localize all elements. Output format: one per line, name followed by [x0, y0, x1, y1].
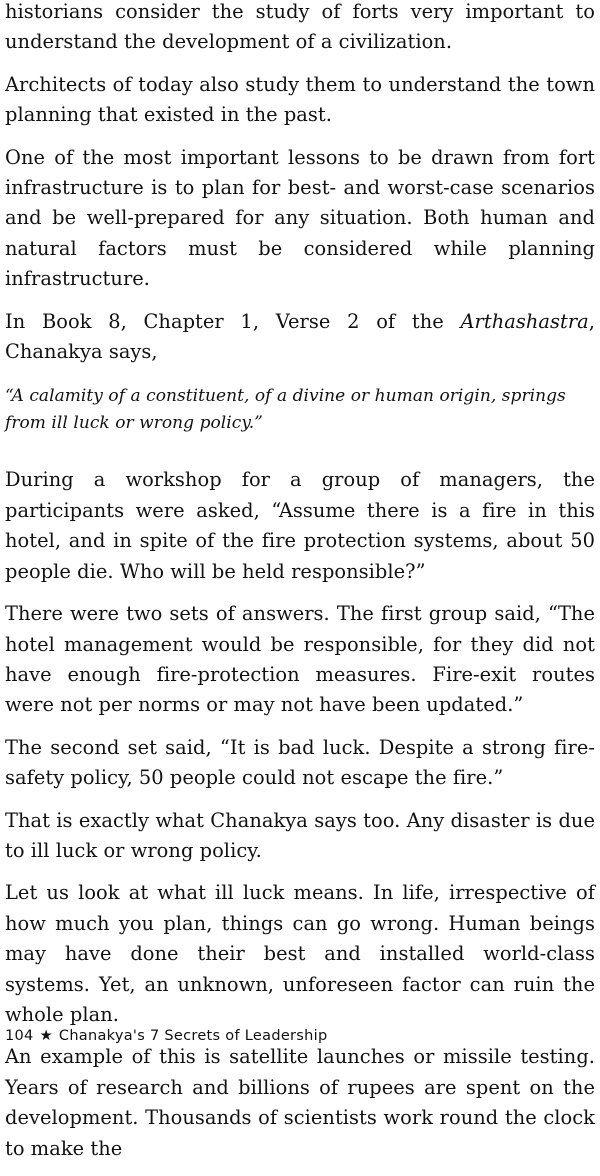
star-icon: ★	[39, 1028, 53, 1044]
paragraph-workshop: During a workshop for a group of managers, the participants were asked, “Assume there is a fire in this hotel, and in spite of the fire protection systems, about 50 people die. Who will be held responsible?”	[5, 468, 595, 583]
paragraph-fort-lessons: One of the most important lessons to be drawn from fort infrastructure is to plan for best- and worst-case scenarios and be well-prepared for any situation. Both human and natural factors must be considered while planning infrastructure.	[5, 145, 595, 291]
running-book-title: Chanakya's 7 Secrets of Leadership	[58, 1028, 328, 1044]
page-number: 104	[5, 1028, 34, 1044]
paragraph-second-group-answer: The second set said, “It is bad luck. Despite a strong fire-safety policy, 50 people could not escape the fire.”	[5, 735, 595, 790]
citation-text-after: , Chanakya says,	[5, 309, 595, 364]
citation-book-title: Arthashastra	[460, 309, 589, 333]
paragraph-first-group-answer: There were two sets of answers. The first group said, “The hotel management would be responsible, for they did not have enough fire-protection measures. Fire-exit routes were not per norms or may not have been updated.”	[5, 602, 595, 717]
paragraph-chanakya-says: That is exactly what Chanakya says too. Any disaster is due to ill luck or wrong policy.	[5, 808, 595, 862]
block-quote: “A calamity of a constituent, of a divine or human origin, springs from ill luck or wrong policy.”	[5, 386, 566, 434]
paragraph-satellite-example: An example of this is satellite launches or missile testing. Years of research and billions of rupees are spent on the development. Thousands of scientists work round the clock to make the	[5, 1045, 595, 1160]
paragraph-arthashastra-citation	[5, 307, 595, 368]
citation-text-before: In Book 8, Chapter 1, Verse 2 of the	[5, 309, 461, 333]
page-body	[5, 0, 595, 1176]
page-footer	[5, 1028, 328, 1044]
paragraph-forts-civilization: historians consider the study of forts very important to understand the development of a civilization.	[5, 0, 595, 54]
paragraph-architects: Architects of today also study them to understand the town planning that existed in the past.	[5, 72, 595, 127]
paragraph-ill-luck: Let us look at what ill luck means. In life, irrespective of how much you plan, things can go wrong. Human beings may have done their best and installed world-class systems. Yet, an unknown, unforeseen factor can ruin the whole plan.	[5, 881, 595, 1026]
